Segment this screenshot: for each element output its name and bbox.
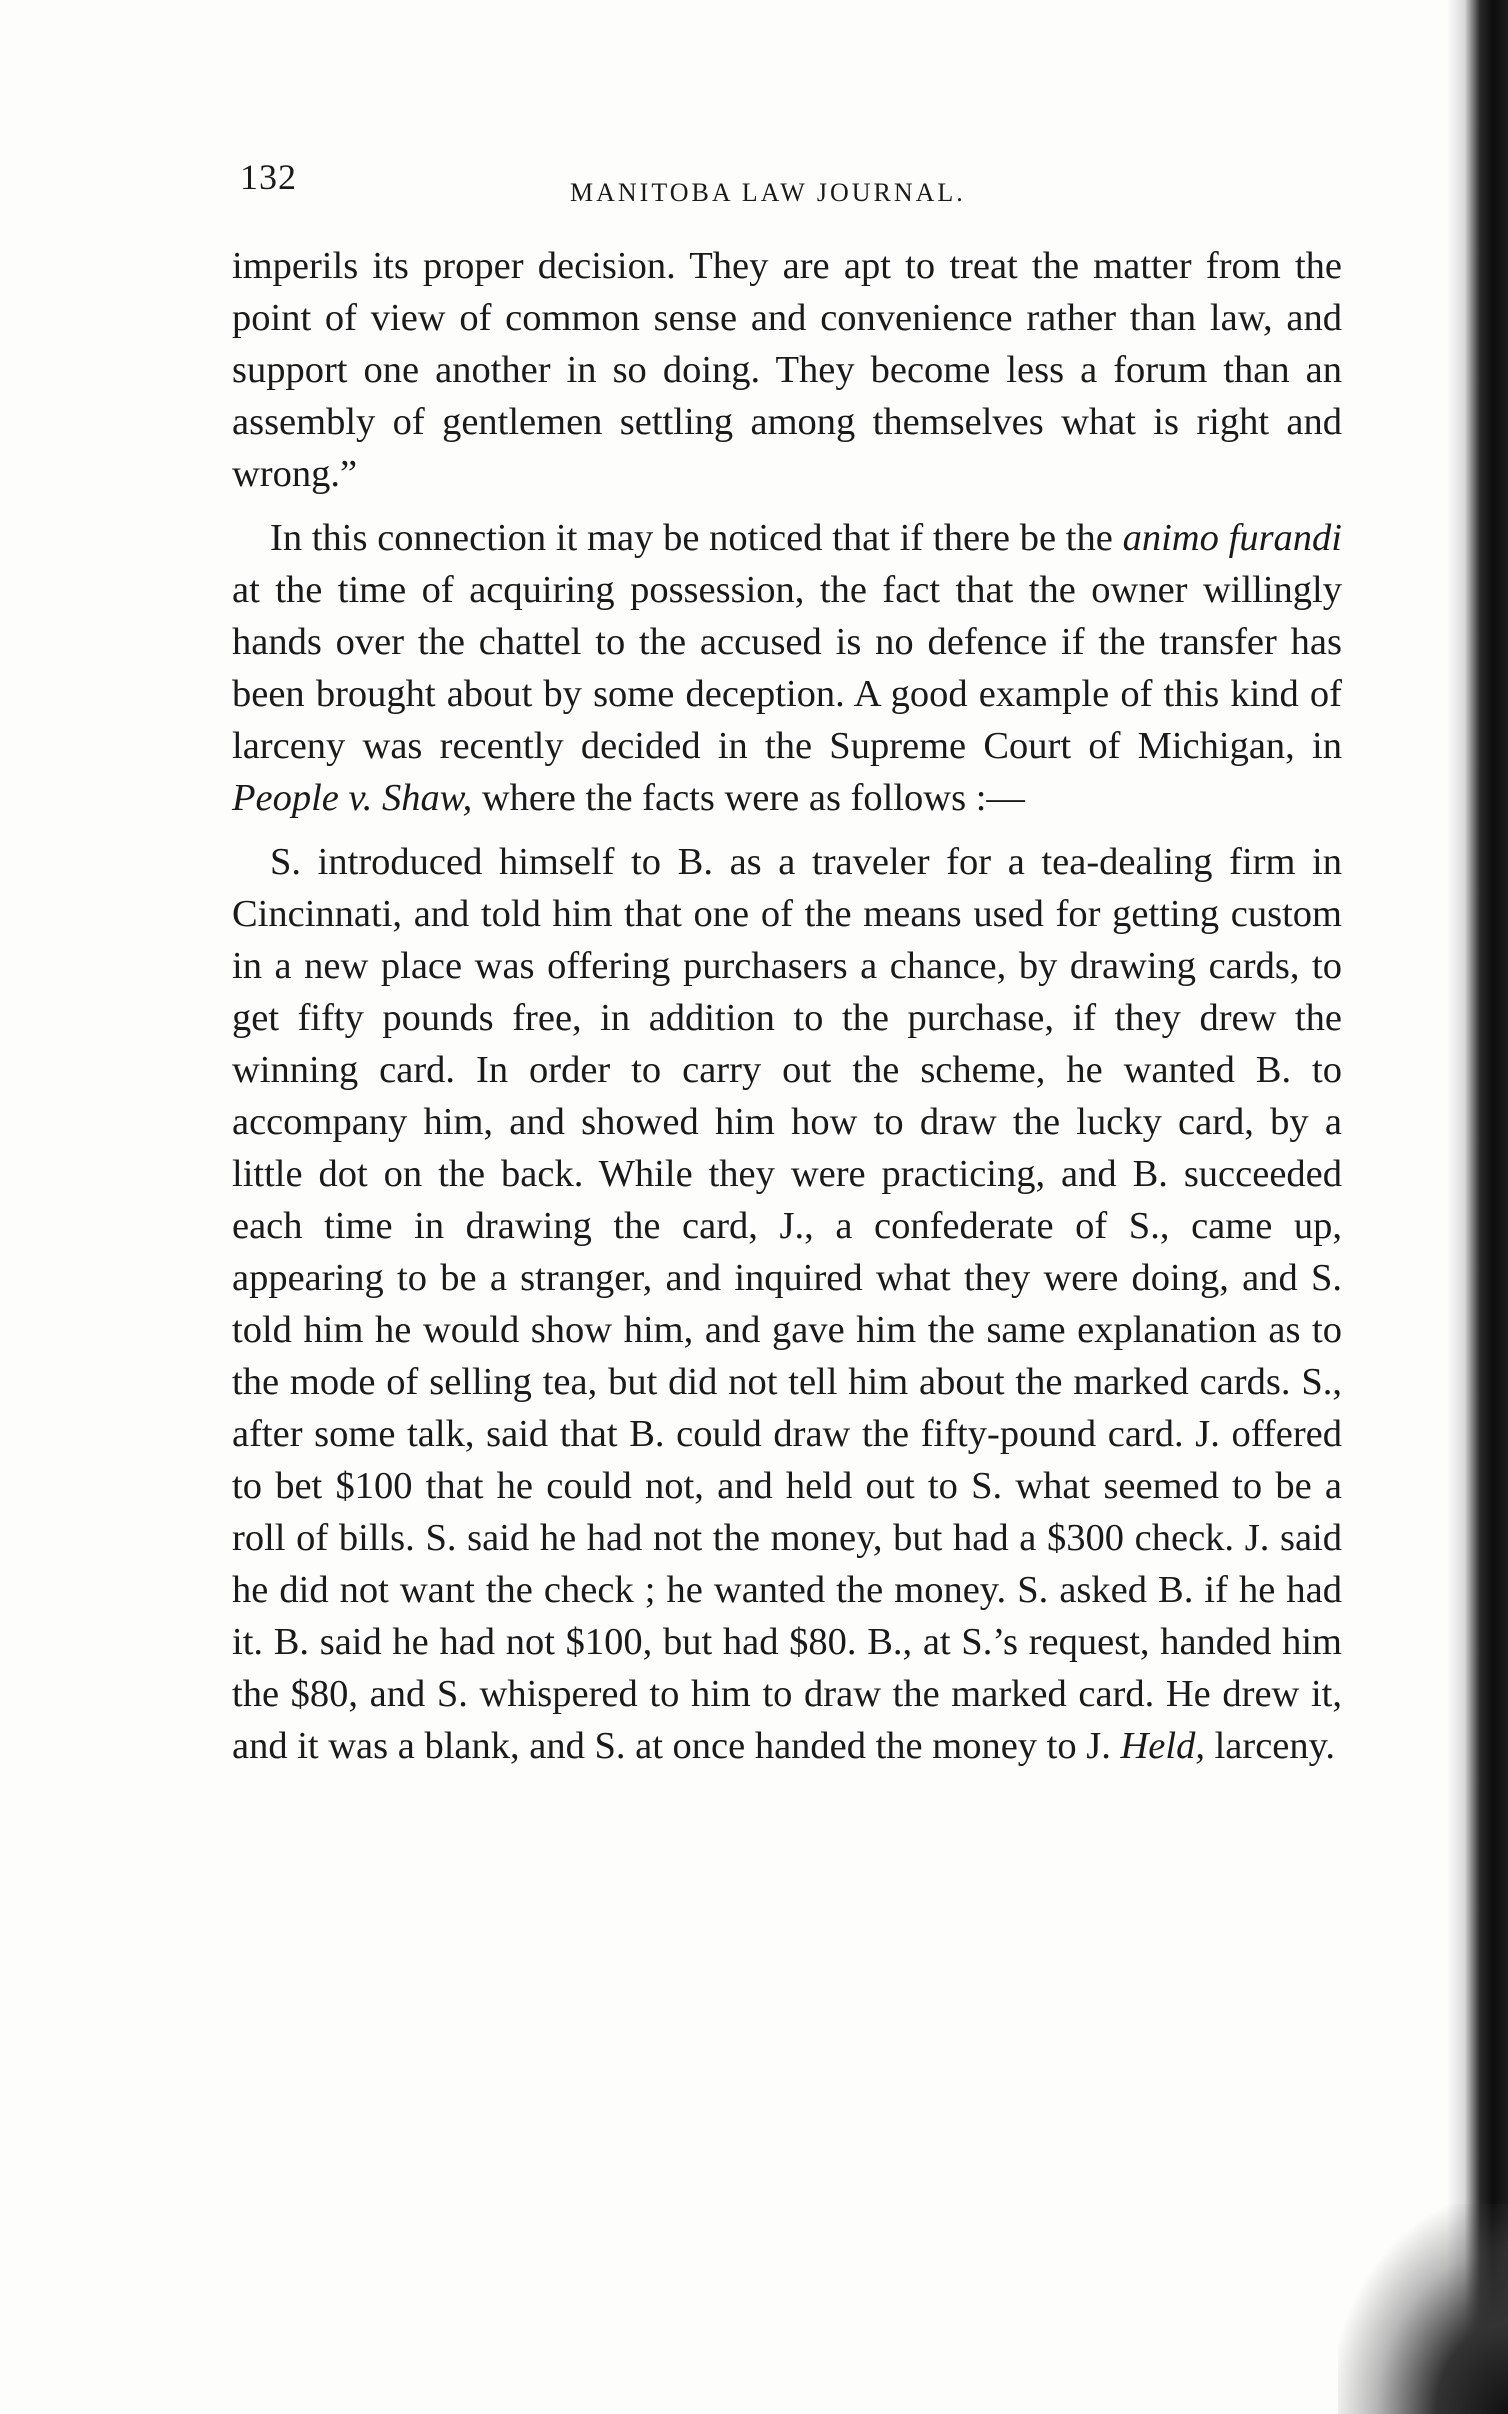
scan-binding-shadow — [1338, 2204, 1508, 2414]
paragraph-3-text-c: larceny. — [1214, 1725, 1336, 1767]
case-name-people-v-shaw: People v. Shaw, — [232, 777, 473, 819]
paragraph-1 — [232, 240, 1342, 500]
paragraph-2-text-e: where the facts were as follows :— — [481, 777, 1025, 819]
journal-title: MANITOBA LAW JOURNAL. — [570, 178, 966, 207]
page-number: 132 — [240, 157, 297, 197]
paragraph-2-text-a: In this connection it may be noticed that if there be the — [270, 517, 1113, 559]
scan-binding-edge — [1446, 0, 1508, 2414]
paragraph-2-text-c: at the time of acquiring possession, the fact that the owner willingly hands over the chattel to the accused is no defence if the transfer has been brought about by some deception. A good example of this kind of larceny was recently decided in the Supreme Court of Michigan, in — [232, 569, 1342, 767]
running-head — [240, 152, 1340, 212]
paragraph-3-text-a: S. introduced himself to B. as a traveler for a tea-dealing firm in Cincinnati, and told him that one of the means used for getting custom in a new place was offering purchasers a chance, by drawing cards, to get fifty pounds free, in addition to the purchase, if they drew the winning card. In order to carry out the scheme, he wanted B. to accompany him, and showed him how to draw the lucky card, by a little dot on the back. While they were practicing, and B. succeeded each time in drawing the card, J., a confederate of S., came up, appearing to be a stranger, and inquired what they were doing, and S. told him he would show him, and gave him the same explanation as to the mode of selling tea, but did not tell him about the marked cards. S., after some talk, said that B. could draw the fifty-pound card. J. offered to bet $100 that he could not, and held out to S. what seemed to be a roll of bills. S. said he had not the money, but had a $300 check. J. said he did not want the check ; he wanted the money. S. asked B. if he had it. B. said he had not $100, but had $80. B., at S.’s request, handed him the $80, and S. whispered to him to draw the marked card. He drew it, and it was a blank, and S. at once handed the money to J. — [232, 841, 1342, 1767]
held-term: Held, — [1120, 1725, 1205, 1767]
paragraph-2 — [232, 512, 1342, 824]
paragraph-3 — [232, 836, 1342, 1772]
paragraph-1-text: imperils its proper decision. They are apt to treat the matter from the point of view of common sense and convenience rather than law, and support one another in so doing. They become less a forum than an assembly of gentlemen settling among themselves what is right and wrong.” — [232, 245, 1342, 495]
latin-term-animo-furandi: animo furandi — [1122, 517, 1342, 559]
body-text — [232, 240, 1342, 1772]
